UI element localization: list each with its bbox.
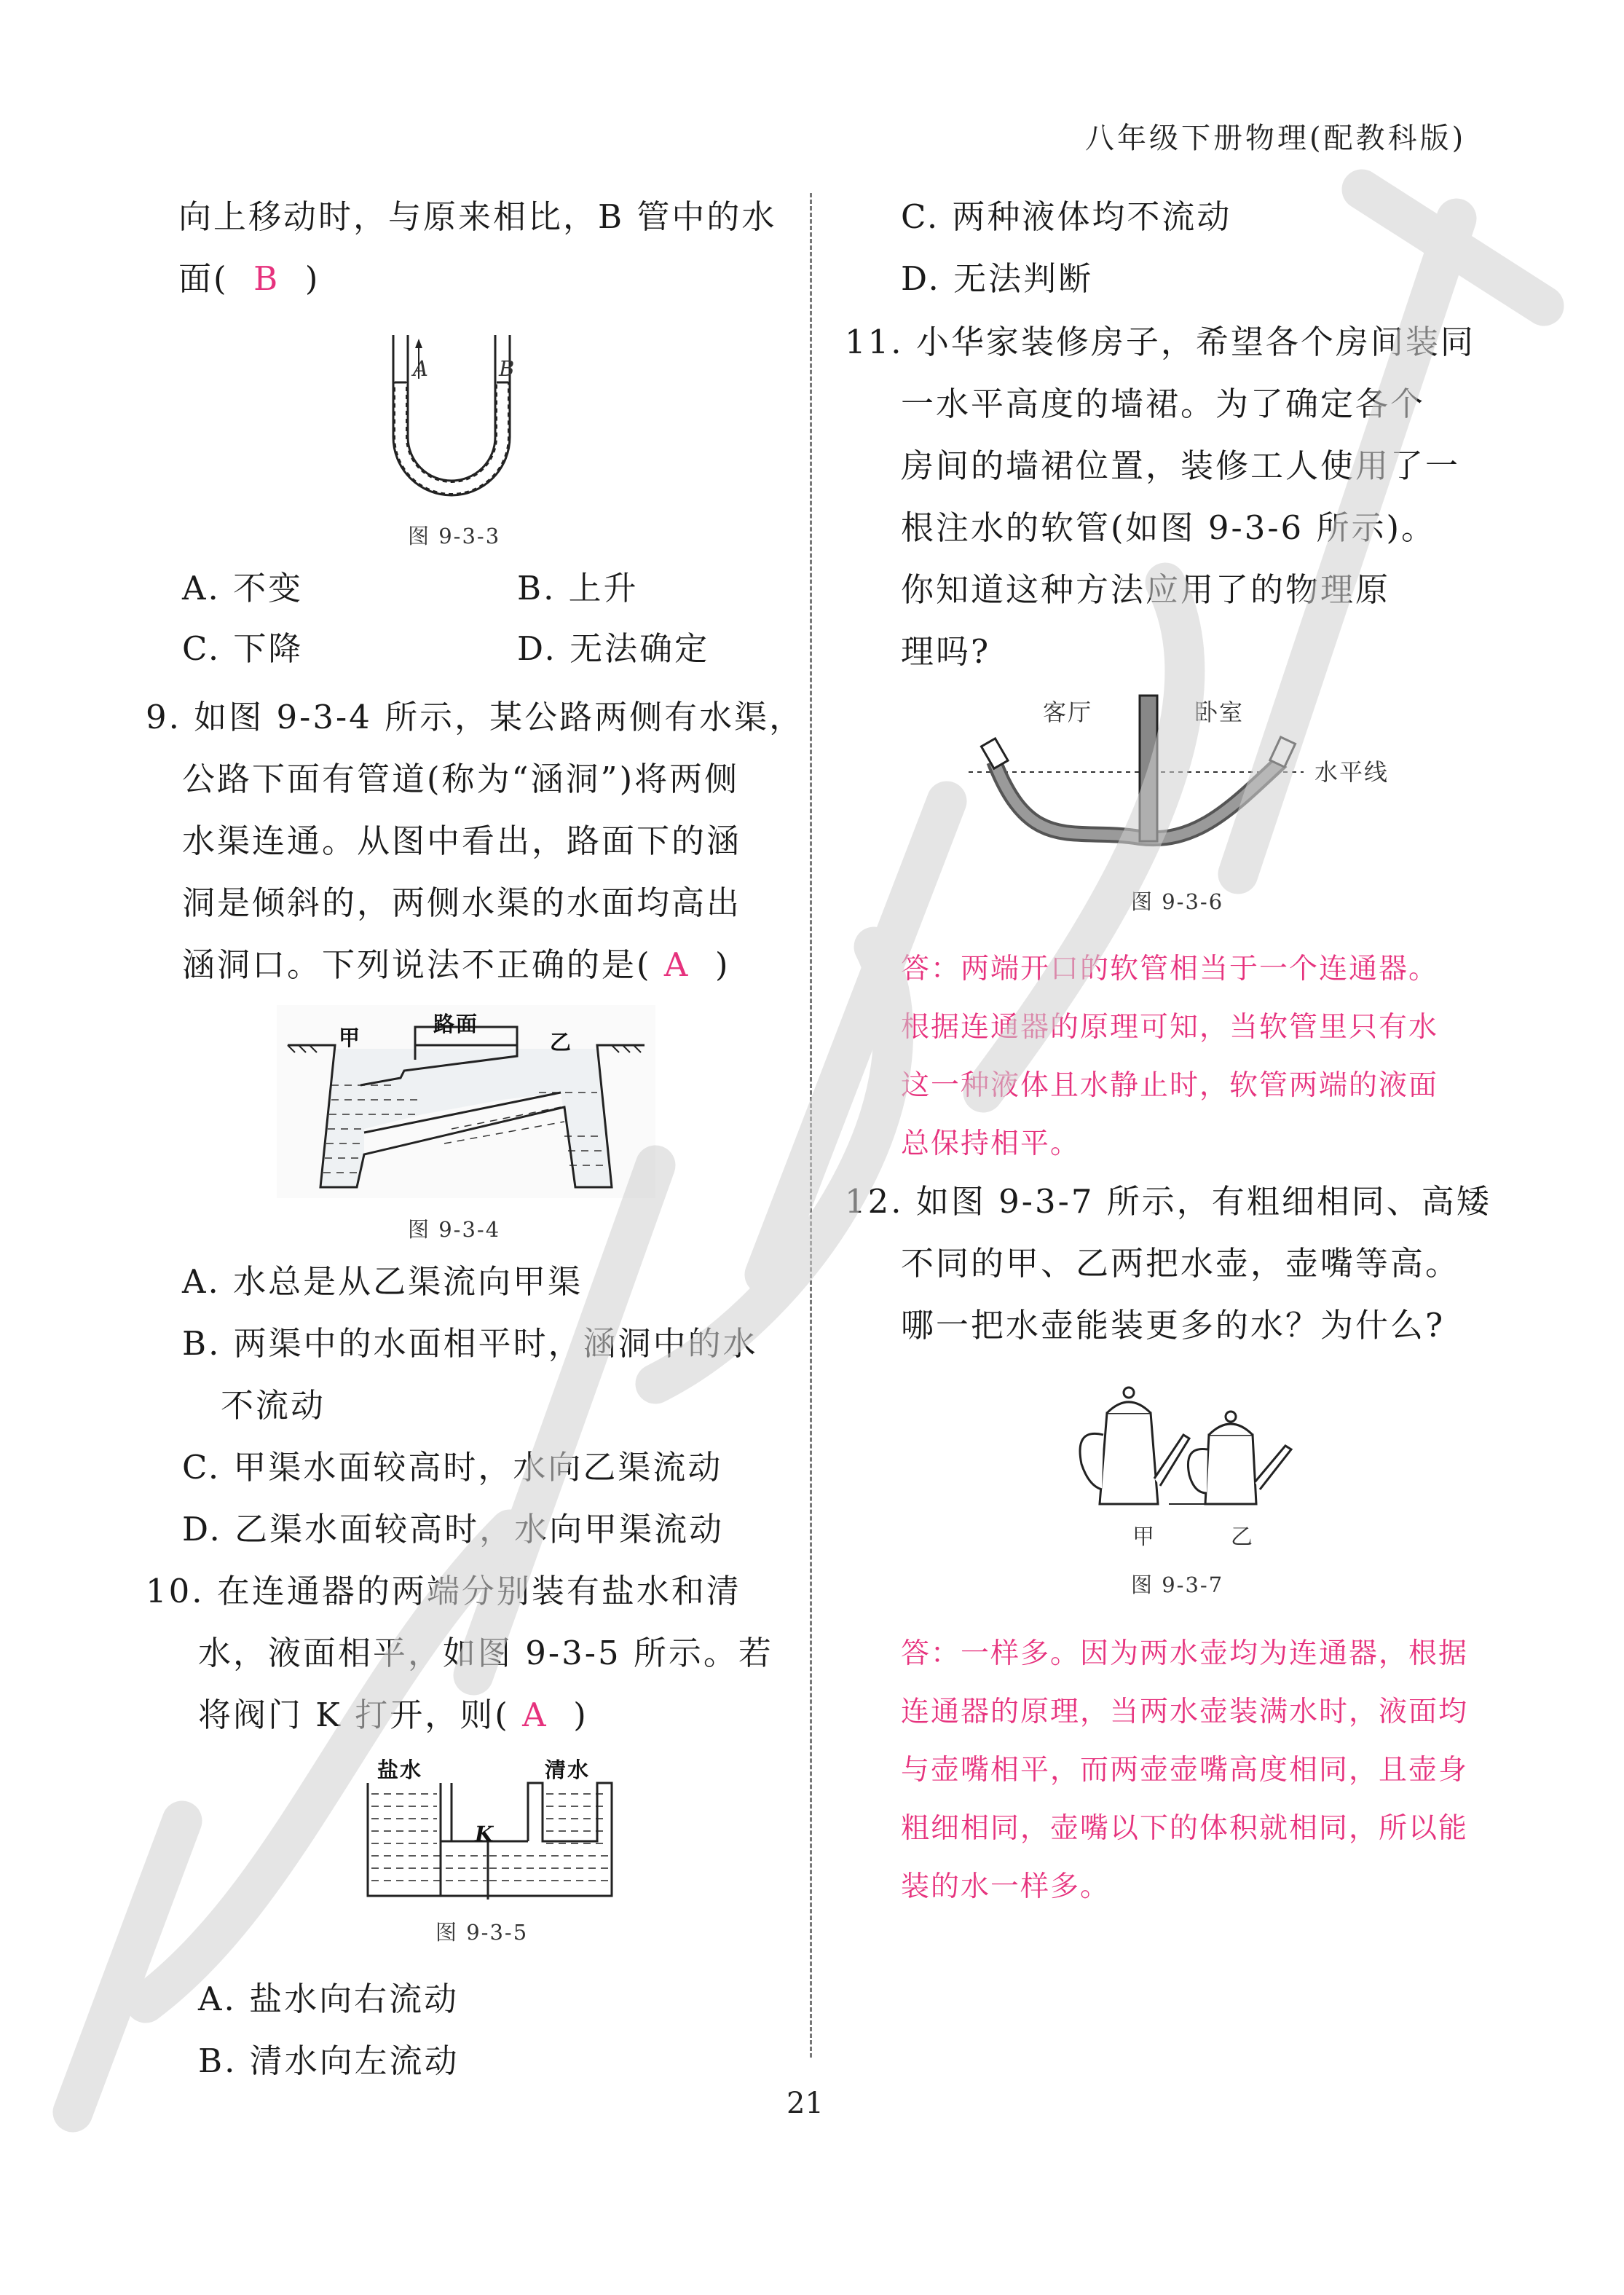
fig-caption-9-3-4: 图 9-3-4 [408, 1217, 501, 1242]
q10-option-c: C. 两种液体均不流动 [901, 197, 1232, 236]
q12-answer-line-2: 连通器的原理，当两水壶装满水时，液面均 [901, 1696, 1469, 1728]
fig-label-a: A [413, 356, 430, 381]
q9-option-b-line-2: 不流动 [221, 1386, 326, 1425]
q11-answer-line-4: 总保持相平。 [901, 1127, 1081, 1160]
fig-label-living-room: 客厅 [1043, 698, 1093, 726]
q11-line-2: 一水平高度的墙裙。为了确定各个 [901, 385, 1426, 423]
q11-line-1: 11. 小华家装修房子，希望各个房间装同 [845, 323, 1475, 361]
fig-label-road: 路面 [433, 1012, 479, 1036]
fig-caption-9-3-6: 图 9-3-6 [1131, 889, 1224, 914]
q9-line-4: 洞是倾斜的，两侧水渠的水面均高出 [182, 883, 742, 922]
page-number: 21 [787, 2087, 824, 2120]
q8-option-b: B. 上升 [517, 569, 639, 607]
fig-label-fresh-water: 清水 [545, 1757, 591, 1782]
q11-answer-line-3: 这一种液体且水静止时，软管两端的液面 [901, 1069, 1439, 1102]
q9-option-b-line-1: B. 两渠中的水面相平时，涵洞中的水 [182, 1324, 758, 1363]
q12-line-3: 哪一把水壶能装更多的水？为什么? [901, 1306, 1446, 1345]
q10-option-a: A. 盐水向右流动 [198, 1980, 460, 2018]
fig-caption-9-3-3: 图 9-3-3 [408, 524, 501, 548]
q8-option-d: D. 无法确定 [517, 629, 710, 668]
q9-answer: A [663, 945, 690, 984]
fig-caption-9-3-7: 图 9-3-7 [1131, 1572, 1224, 1597]
fig-label-k: K [475, 1822, 495, 1846]
fig-label-bedroom: 卧室 [1194, 698, 1245, 726]
u-tube-figure [379, 328, 524, 506]
q10-line-2: 水，液面相平，如图 9-3-5 所示。若 [198, 1634, 773, 1672]
fig-label-jia: 甲 [339, 1026, 362, 1050]
q9-line-5: 涵洞口。下列说法不正确的是( A ) [182, 945, 730, 984]
q12-answer-line-1: 答：一样多。因为两水壶均为连通器，根据 [901, 1637, 1469, 1670]
fig-label-kettle-jia: 甲 [1132, 1524, 1156, 1550]
q8-line-2: 面( B ) [178, 259, 320, 298]
q10-line-3: 将阀门 K 打开，则( A ) [198, 1696, 588, 1734]
column-divider [810, 193, 812, 2058]
q11-line-3: 房间的墙裙位置，装修工人使用了一 [901, 446, 1461, 485]
q11-line-4: 根注水的软管(如图 9-3-6 所示)。 [901, 508, 1437, 547]
q10-line-1: 10. 在连通器的两端分别装有盐水和清 [146, 1572, 741, 1610]
q11-answer-line-1: 答：两端开口的软管相当于一个连通器。 [901, 953, 1439, 985]
q12-answer-line-3: 与壶嘴相平，而两壶壶嘴高度相同，且壶身 [901, 1754, 1469, 1787]
q10-option-b: B. 清水向左流动 [198, 2042, 460, 2080]
page-header: 八年级下册物理(配教科版) [1085, 122, 1467, 155]
fig-caption-9-3-5: 图 9-3-5 [435, 1920, 529, 1945]
hose-figure [965, 688, 1307, 856]
q9-line-3: 水渠连通。从图中看出，路面下的涵 [182, 822, 742, 860]
q12-line-2: 不同的甲、乙两把水壶，壶嘴等高。 [901, 1244, 1461, 1283]
q8-option-c: C. 下降 [182, 629, 304, 668]
q10-option-d: D. 无法判断 [901, 259, 1094, 298]
q11-line-5: 你知道这种方法应用了的物理原 [901, 570, 1391, 609]
q12-line-1: 12. 如图 9-3-7 所示，有粗细相同、高矮 [845, 1182, 1491, 1221]
q8-option-a: A. 不变 [182, 569, 304, 607]
fig-label-kettle-yi: 乙 [1231, 1524, 1254, 1550]
q9-option-d: D. 乙渠水面较高时，水向甲渠流动 [182, 1510, 725, 1548]
q10-answer: A [522, 1696, 548, 1734]
q9-option-c: C. 甲渠水面较高时，水向乙渠流动 [182, 1448, 723, 1487]
q11-line-6: 理吗? [901, 632, 991, 671]
q8-line-1: 向上移动时，与原来相比，B 管中的水 [178, 197, 777, 236]
q12-answer-line-5: 装的水一样多。 [901, 1870, 1111, 1903]
kettles-figure [1074, 1377, 1314, 1522]
q9-line-1: 9. 如图 9-3-4 所示，某公路两侧有水渠， [146, 698, 805, 736]
fig-label-level-line: 水平线 [1314, 758, 1390, 786]
q11-answer-line-2: 根据连通器的原理可知，当软管里只有水 [901, 1011, 1439, 1044]
q9-option-a: A. 水总是从乙渠流向甲渠 [182, 1262, 583, 1301]
q8-answer: B [253, 259, 280, 298]
fig-label-yi: 乙 [550, 1030, 573, 1055]
q9-line-2: 公路下面有管道(称为“涵洞”)将两侧 [182, 760, 740, 798]
q12-answer-line-4: 粗细相同，壶嘴以下的体积就相同，所以能 [901, 1812, 1469, 1845]
fig-label-salt-water: 盐水 [377, 1757, 423, 1782]
fig-label-b: B [499, 356, 516, 381]
